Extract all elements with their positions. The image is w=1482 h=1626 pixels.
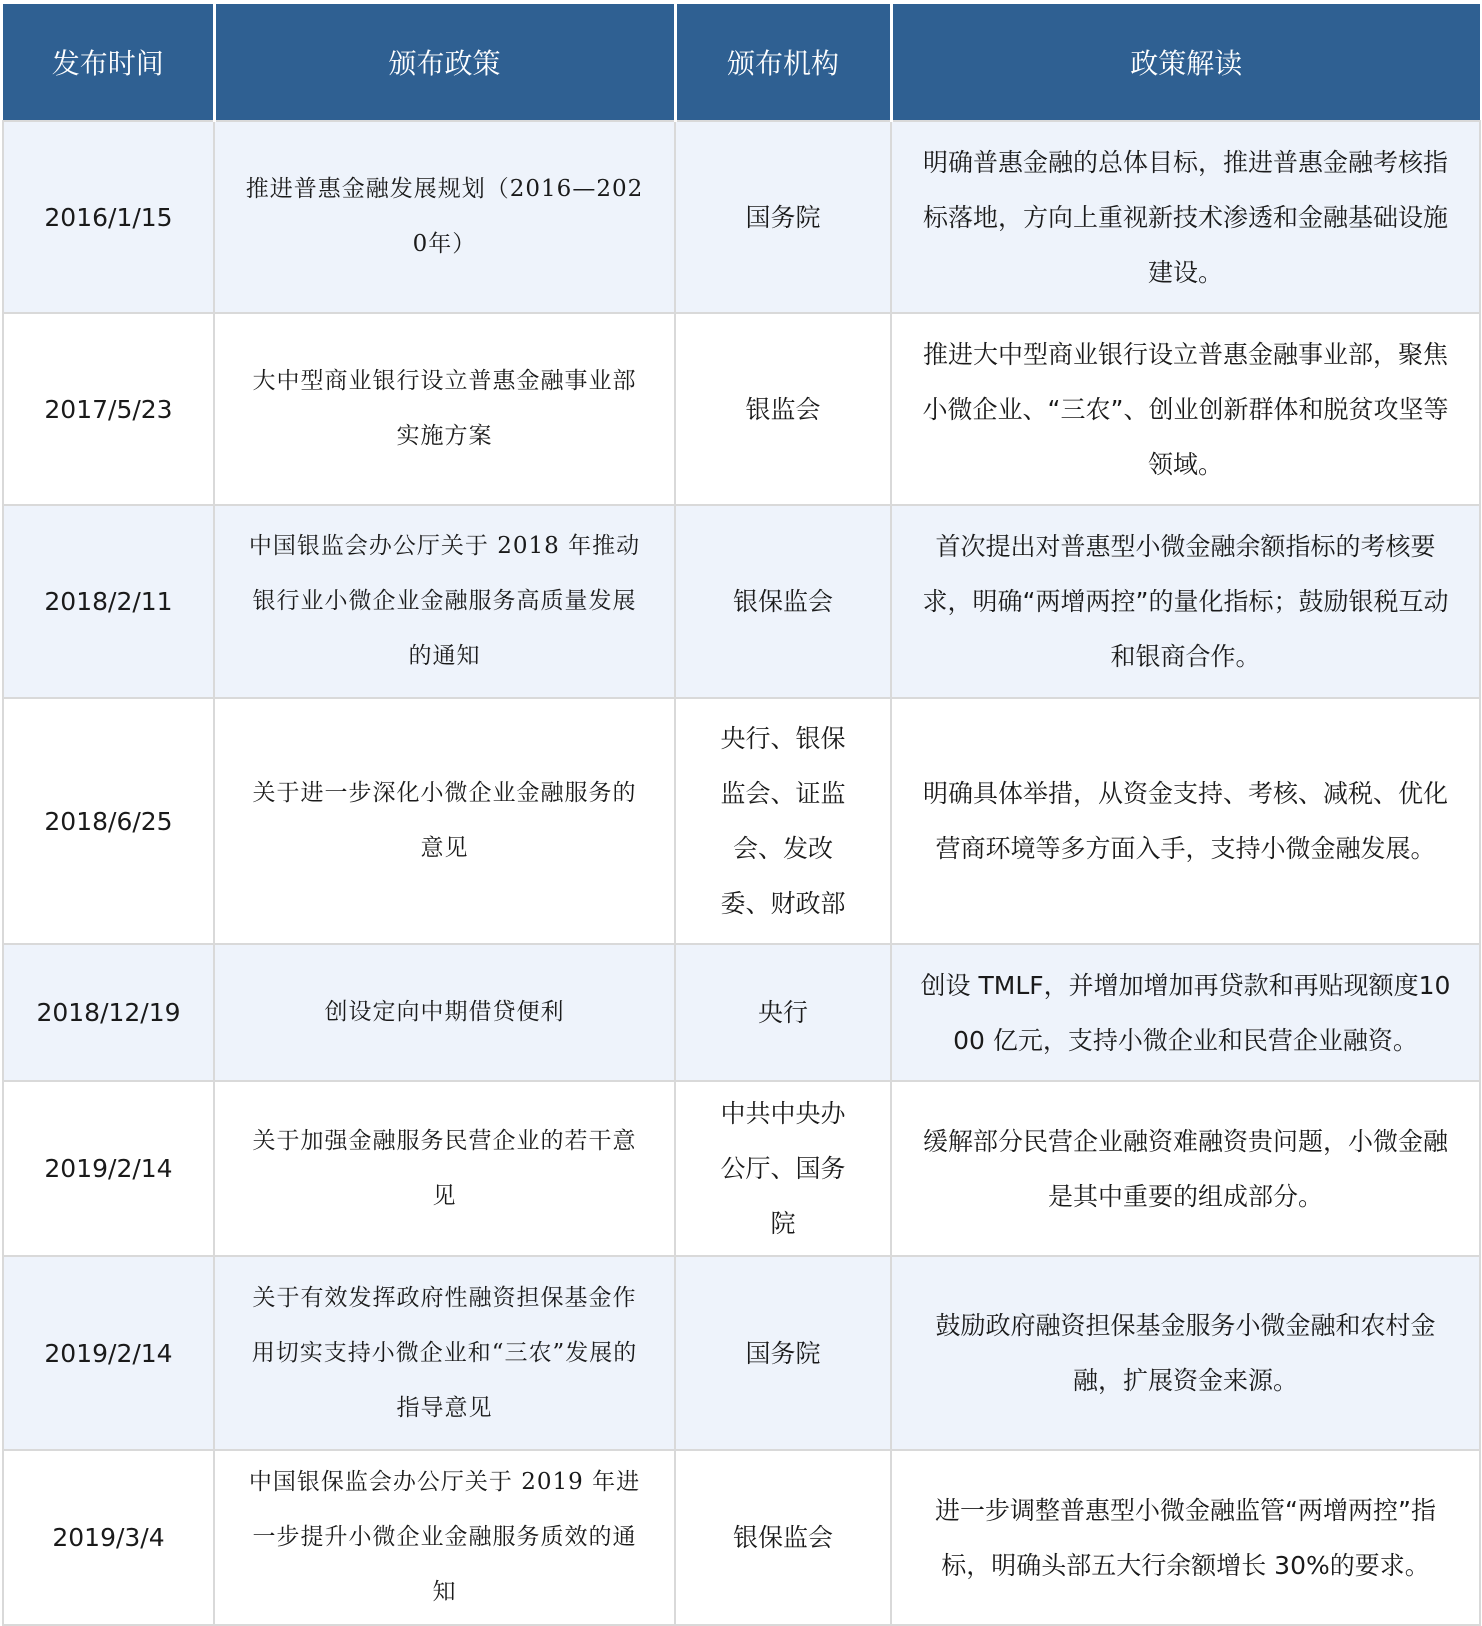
table-row bbox=[3, 1081, 1480, 1256]
cell-date: 2019/2/14 bbox=[3, 1081, 214, 1256]
cell-policy: 大中型商业银行设立普惠金融事业部实施方案 bbox=[214, 313, 675, 505]
cell-interpretation: 缓解部分民营企业融资难融资贵问题，小微金融是其中重要的组成部分。 bbox=[891, 1081, 1480, 1256]
cell-agency: 银监会 bbox=[675, 313, 891, 505]
cell-policy: 中国银监会办公厅关于 2018 年推动银行业小微企业金融服务高质量发展的通知 bbox=[214, 505, 675, 698]
cell-agency: 国务院 bbox=[675, 1256, 891, 1450]
cell-date: 2019/3/4 bbox=[3, 1450, 214, 1625]
cell-agency: 银保监会 bbox=[675, 505, 891, 698]
table-row bbox=[3, 698, 1480, 944]
cell-date: 2017/5/23 bbox=[3, 313, 214, 505]
table-header bbox=[3, 4, 1480, 121]
cell-interpretation: 鼓励政府融资担保基金服务小微金融和农村金融，扩展资金来源。 bbox=[891, 1256, 1480, 1450]
cell-agency: 中共中央办公厅、国务院 bbox=[675, 1081, 891, 1256]
cell-date: 2019/2/14 bbox=[3, 1256, 214, 1450]
table-row bbox=[3, 121, 1480, 313]
cell-policy: 中国银保监会办公厅关于 2019 年进一步提升小微企业金融服务质效的通知 bbox=[214, 1450, 675, 1625]
cell-date: 2018/12/19 bbox=[3, 944, 214, 1081]
cell-interpretation: 明确具体举措，从资金支持、考核、减税、优化营商环境等多方面入手，支持小微金融发展。 bbox=[891, 698, 1480, 944]
cell-interpretation: 首次提出对普惠型小微金融余额指标的考核要求，明确“两增两控”的量化指标；鼓励银税互动和银商合作。 bbox=[891, 505, 1480, 698]
cell-agency: 银保监会 bbox=[675, 1450, 891, 1625]
cell-date: 2016/1/15 bbox=[3, 121, 214, 313]
cell-date: 2018/2/11 bbox=[3, 505, 214, 698]
cell-policy: 推进普惠金融发展规划（2016—2020年） bbox=[214, 121, 675, 313]
cell-policy: 关于进一步深化小微企业金融服务的意见 bbox=[214, 698, 675, 944]
cell-policy: 创设定向中期借贷便利 bbox=[214, 944, 675, 1081]
cell-date: 2018/6/25 bbox=[3, 698, 214, 944]
table-row bbox=[3, 313, 1480, 505]
cell-policy: 关于有效发挥政府性融资担保基金作用切实支持小微企业和“三农”发展的指导意见 bbox=[214, 1256, 675, 1450]
table-row bbox=[3, 1450, 1480, 1625]
cell-policy: 关于加强金融服务民营企业的若干意见 bbox=[214, 1081, 675, 1256]
table-row bbox=[3, 944, 1480, 1081]
header-row bbox=[3, 4, 1480, 121]
header-issuing-agency: 颁布机构 bbox=[675, 4, 891, 121]
header-policy: 颁布政策 bbox=[214, 4, 675, 121]
cell-agency: 央行、银保监会、证监会、发改委、财政部 bbox=[675, 698, 891, 944]
table-body bbox=[3, 121, 1480, 1625]
policy-table bbox=[2, 4, 1481, 1626]
cell-interpretation: 明确普惠金融的总体目标，推进普惠金融考核指标落地，方向上重视新技术渗透和金融基础设施建设。 bbox=[891, 121, 1480, 313]
table-row bbox=[3, 505, 1480, 698]
cell-interpretation: 创设 TMLF，并增加增加再贷款和再贴现额度1000 亿元，支持小微企业和民营企业融资。 bbox=[891, 944, 1480, 1081]
cell-interpretation: 推进大中型商业银行设立普惠金融事业部，聚焦小微企业、“三农”、创业创新群体和脱贫攻坚等领域。 bbox=[891, 313, 1480, 505]
policy-table-container bbox=[2, 4, 1479, 1626]
cell-interpretation: 进一步调整普惠型小微金融监管“两增两控”指标，明确头部五大行余额增长 30%的要求。 bbox=[891, 1450, 1480, 1625]
table-row bbox=[3, 1256, 1480, 1450]
cell-agency: 国务院 bbox=[675, 121, 891, 313]
header-interpretation: 政策解读 bbox=[891, 4, 1480, 121]
cell-agency: 央行 bbox=[675, 944, 891, 1081]
header-release-date: 发布时间 bbox=[3, 4, 214, 121]
